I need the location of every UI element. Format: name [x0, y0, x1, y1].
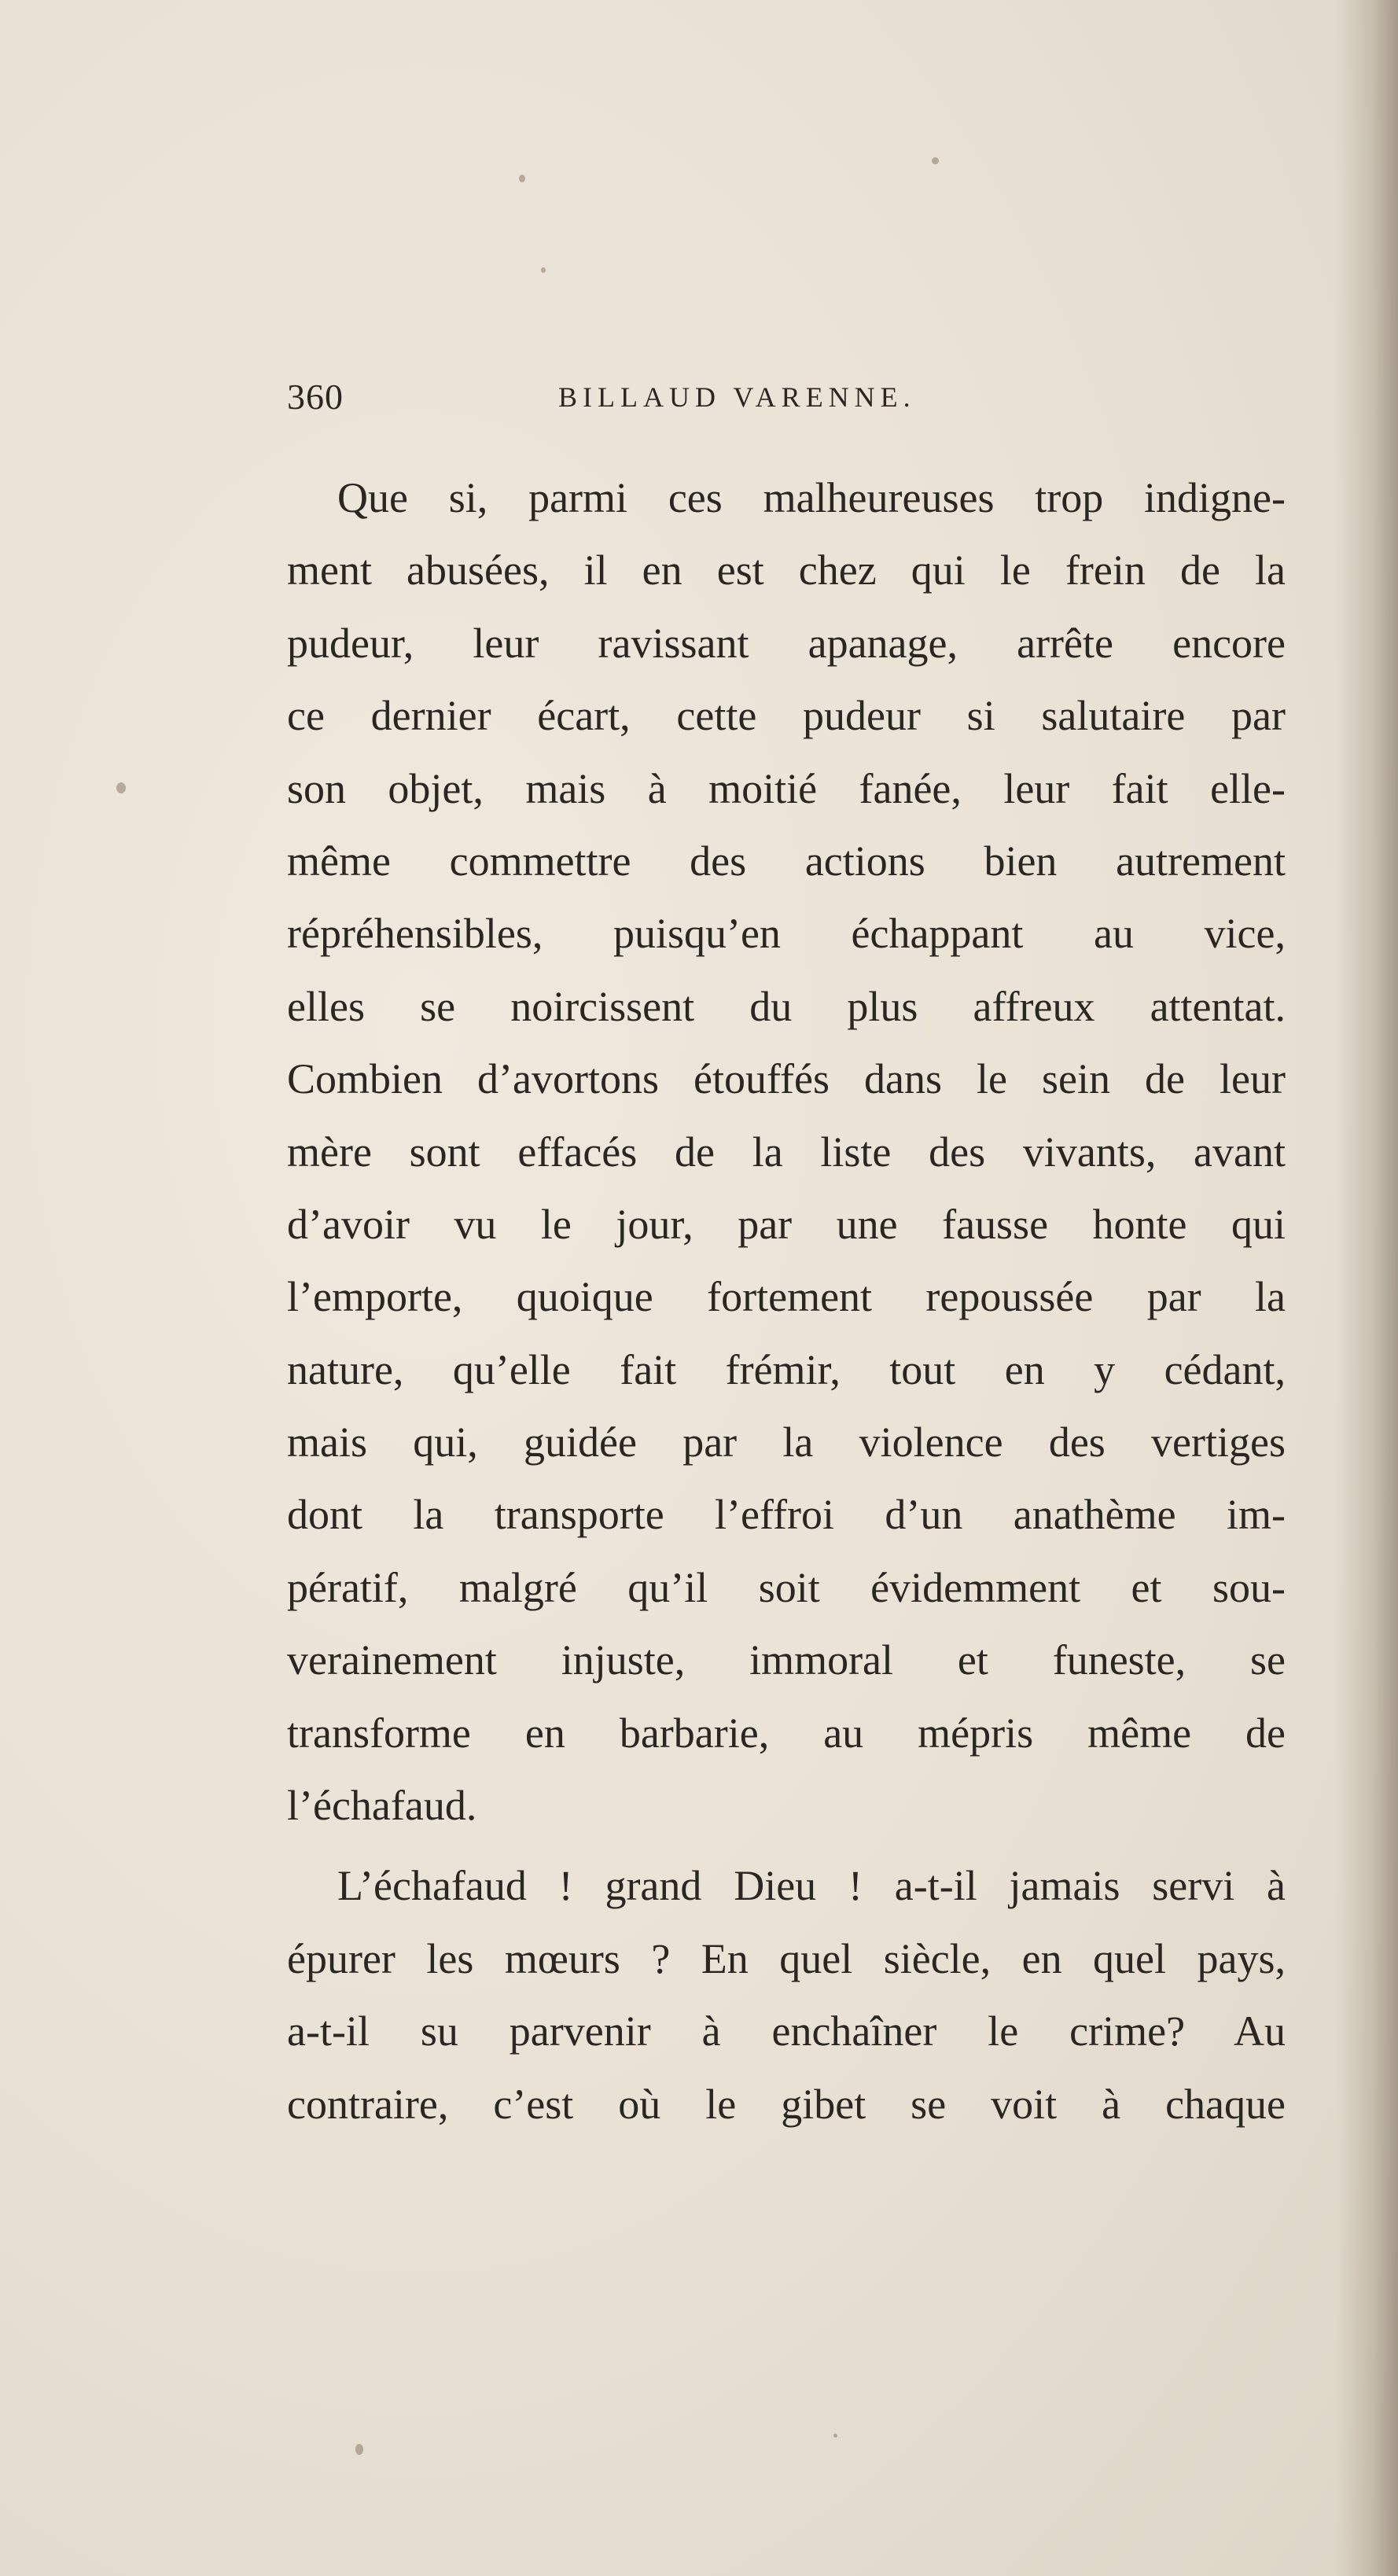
text-line: contraire, c’est où le gibet se voit à chaque — [287, 2080, 1286, 2128]
text-line: elles se noircissent du plus affreux attentat. — [287, 982, 1286, 1030]
paragraph — [287, 1849, 1286, 2140]
text-line: nature, qu’elle fait frémir, tout en y cédant, — [287, 1345, 1286, 1393]
text-line: mère sont effacés de la liste des vivants, avant — [287, 1128, 1286, 1176]
text-line: même commettre des actions bien autrement — [287, 837, 1286, 885]
paragraph — [287, 462, 1286, 1842]
paper-speck — [541, 267, 546, 273]
text-line: épurer les mœurs ? En quel siècle, en quel pays, — [287, 1934, 1286, 1982]
text-line: mais qui, guidée par la violence des vertiges — [287, 1419, 1286, 1466]
text-line: transforme en barbarie, au mépris même de — [287, 1709, 1286, 1757]
text-line: verainement injuste, immoral et funeste, se — [287, 1636, 1286, 1684]
text-line: ce dernier écart, cette pudeur si salutaire par — [287, 692, 1286, 740]
paragraph-gap — [287, 1842, 1286, 1849]
paper-speck — [116, 782, 126, 793]
text-line: Que si, parmi ces malheureuses trop indigne- — [337, 474, 1286, 521]
text-line: son objet, mais à moitié fanée, leur fait elle- — [287, 764, 1286, 812]
text-line: pératif, malgré qu’il soit évidemment et sou- — [287, 1563, 1286, 1611]
text-line: dont la transporte l’effroi d’un anathème im- — [287, 1491, 1286, 1539]
text-line: d’avoir vu le jour, par une fausse honte qui — [287, 1200, 1286, 1248]
text-line: ment abusées, il en est chez qui le frein de la — [287, 546, 1286, 594]
page-gutter-shadow — [1335, 0, 1398, 2576]
text-line: Combien d’avortons étouffés dans le sein de leur — [287, 1055, 1286, 1103]
paper-speck — [833, 2434, 837, 2438]
page-header — [287, 370, 1286, 425]
paper-speck — [355, 2444, 363, 2455]
text-line: L’échafaud ! grand Dieu ! a-t-il jamais servi à — [337, 1862, 1286, 1910]
paper-speck — [519, 175, 525, 182]
text-line: répréhensibles, puisqu’en échappant au vice, — [287, 910, 1286, 958]
text-line: l’échafaud. — [287, 1782, 477, 1830]
text-line: l’emporte, quoique fortement repoussée par la — [287, 1273, 1286, 1321]
text-line: pudeur, leur ravissant apanage, arrête encore — [287, 619, 1286, 667]
body-text — [287, 462, 1286, 2140]
page-number: 360 — [287, 377, 344, 417]
text-line: a-t-il su parvenir à enchaîner le crime? Au — [287, 2007, 1286, 2055]
paper-speck — [932, 157, 939, 164]
running-head: BILLAUD VARENNE. — [558, 381, 916, 413]
